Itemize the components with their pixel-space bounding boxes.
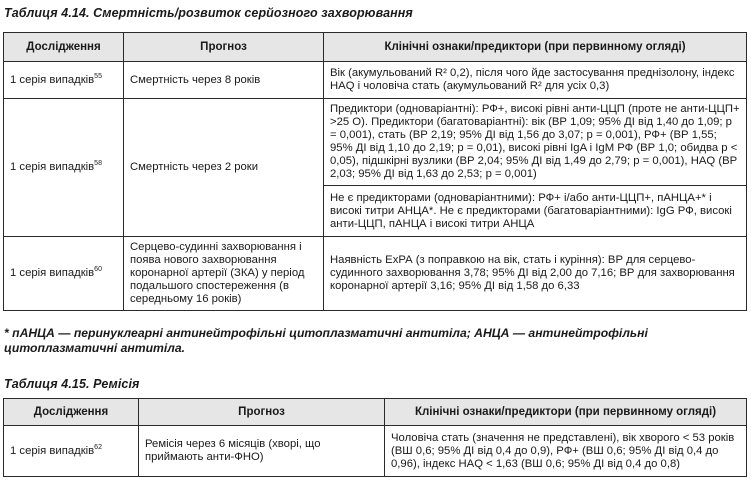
table-caption: Таблиця 4.15. Ремісія: [4, 377, 140, 391]
column-header: Прогноз: [124, 33, 324, 62]
table-header-row: [4, 399, 747, 426]
prognosis-cell: Смертність через 8 років: [124, 62, 324, 99]
table-row: [4, 99, 747, 186]
non-predictors-cell: Не є предикторами (одноваріантними): РФ+ і/або анти-ЦЦП+, пАНЦА+* і високі титри АНЦА*. Не є предикторами (багатоваріантними): IgG РФ, високі анти-ЦЦП, пАНЦА і високі титри АНЦА: [324, 186, 747, 237]
study-cell: 1 серія випадків$^{62}$: [4, 426, 139, 477]
table-caption: Таблиця 4.14. Смертність/розвиток серйозного захворювання: [4, 6, 413, 20]
prognosis-cell: Ремісія через 6 місяців (хворі, що приймають анти-ФНО): [139, 426, 385, 477]
footnote: * пАНЦА — перинуклеарні антинейтрофільні цитоплазматичні антитіла; АНЦА — антинейтрофільні цитоплазматичні антитіла.: [4, 326, 648, 355]
table-row: [4, 237, 747, 311]
table-row: [4, 62, 747, 99]
signs-cell: Чоловіча стать (значення не представлені), вік хворого < 53 років (ВШ 0,6; 95% ДІ від 0,4 до 0,9), РФ+ (ВШ 0,6; 95% ДІ від 0,4 до 0,96), індекс HAQ < 1,63 (ВШ 0,6; 95% ДІ від 0,4 до 0,8): [385, 426, 747, 477]
column-header: Клінічні ознаки/предиктори (при первинному огляді): [324, 33, 747, 62]
signs-cell: Предиктори (одноваріантні): РФ+, високі рівні анти-ЦЦП (проте не анти-ЦЦП+ >25 О). Предиктори (багатоваріантні): вік (ВР 1,09; 95% ДІ від 1,40 до 1,09; p = 0,001), стать (ВР 2,19; 95% ДІ від 1,56 до 3,07; p = 0,001), РФ+ (ВР 1,55; 95% ДІ від 1,10 до 2,19; p = 0,01), високі рівні IgA і IgM РФ (ВР 1,0; обидва p < 0,05), підшкірні вузлики (ВР 2,04; 95% ДІ від 1,49 до 2,79; p = 0,001), HAQ (ВР 2,03; 95% ДІ від 1,63 до 2,53; p = 0,001): [324, 99, 747, 186]
mortality-table: [3, 32, 747, 311]
column-header: Клінічні ознаки/предиктори (при первинному огляді): [385, 399, 747, 426]
column-header: Дослідження: [4, 33, 124, 62]
table-header-row: [4, 33, 747, 62]
signs-cell: Вік (акумульований R² 0,2), після чого йде застосування преднізолону, індекс HAQ і чоловіча стать (акумульований R² для усіх 0,3): [324, 62, 747, 99]
study-cell: 1 серія випадків$^{55}$: [4, 62, 124, 99]
prognosis-cell: Смертність через 2 роки: [124, 99, 324, 237]
study-cell: 1 серія випадків$^{60}$: [4, 237, 124, 311]
column-header: Прогноз: [139, 399, 385, 426]
remission-table: [3, 398, 747, 477]
signs-cell: Наявність ЕхРА (з поправкою на вік, стать і куріння): ВР для серцево-судинного захворювання 3,78; 95% ДІ від 2,00 до 7,16; ВР для захворювання коронарної артерії 3,16; 95% ДІ від 1,58 до 6,33: [324, 237, 747, 311]
column-header: Дослідження: [4, 399, 139, 426]
study-cell: 1 серія випадків$^{58}$: [4, 99, 124, 237]
table-row: [4, 426, 747, 477]
prognosis-cell: Серцево-судинні захворювання і поява нового захворювання коронарної артерії (ЗКА) у період подальшого спостереження (в середньому 16 років): [124, 237, 324, 311]
